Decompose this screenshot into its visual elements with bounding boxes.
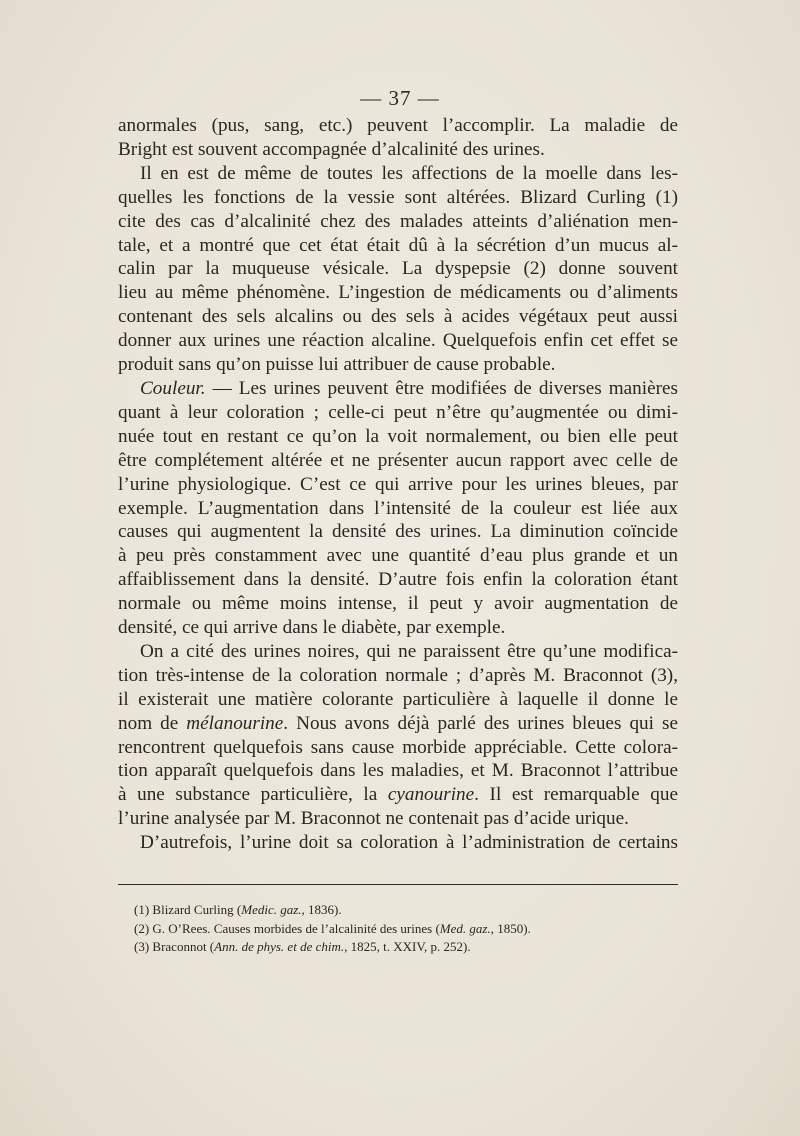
text-line: donner aux urines une réaction alcaline. Quelquefois enfin cet effet se [118,330,678,352]
text-fragment: , 1825, t. XXIV, p. 252). [344,939,471,955]
text-line: nuée tout en restant ce qu’on la voit normalement, ou bien elle peut [118,425,678,447]
text-fragment: (3) Braconnot ( [134,939,215,955]
page-number: — 37 — [360,86,440,110]
section-lead: Couleur. [140,377,206,399]
text-fragment: . Nous avons déjà parlé des urines bleues qui se [283,712,678,734]
text-line: On a cité des urines noires, qui ne paraissent être qu’une modifica- [140,640,678,662]
italic-term: cyanourine [387,784,475,806]
text-line: l’urine physiologique. C’est ce qui arrive pour les urines bleues, par [118,473,678,495]
text-line: anormales (pus, sang, etc.) peuvent l’accomplir. La maladie de [118,115,678,136]
footnote [134,920,674,939]
text-fragment: — Les urines peuvent être modifiées de diverses manières [205,377,678,399]
italic-term: Med. gaz. [439,920,491,936]
text-fragment: , 1836). [301,902,342,917]
italic-term: mélanourine [186,712,284,734]
text-fragment: (1) Blizard Curling ( [134,902,242,917]
footnote [134,938,674,957]
text-line: Bright est souvent accompagnée d’alcalinité des urines. [118,138,545,160]
text-fragment: , 1850). [490,920,531,936]
text-line: rencontrent quelquefois sans cause morbide appréciable. Cette colora- [118,736,678,758]
text-line [118,377,678,401]
text-fragment: à une substance particulière, la [118,784,388,806]
text-line: Il en est de même de toutes les affections de la moelle dans les- [140,162,678,184]
text-line: tion très-intense de la coloration normale ; d’après M. Braconnot (3), [118,664,678,686]
text-line: l’urine analysée par M. Braconnot ne contenait pas d’acide urique. [118,808,629,830]
text-line: quelles les fonctions de la vessie sont altérées. Blizard Curling (1) [118,186,678,208]
text-line [118,783,678,807]
text-line: à peu près constamment avec une quantité d’eau plus grande et un [118,545,678,567]
text-fragment: . Il est remarquable que [474,784,678,806]
text-line: tion apparaît quelquefois dans les maladies, et M. Braconnot l’attribue [118,760,678,782]
text-fragment: nom de [118,712,187,734]
italic-term: Ann. de phys. et de chim. [214,939,345,955]
text-line: normale ou même moins intense, il peut y avoir augmentation de [118,593,678,615]
text-line: tale, et a montré que cet état était dû à la sécrétion d’un mucus al- [118,234,678,256]
footnote [134,901,674,920]
footnote-rule [118,884,678,885]
footnotes [134,901,674,957]
text-line: calin par la muqueuse vésicale. La dyspepsie (2) donne souvent [118,258,678,280]
text-line: densité, ce qui arrive dans le diabète, par exemple. [118,617,506,639]
italic-term: Medic. gaz. [241,902,302,917]
text-line: D’autrefois, l’urine doit sa coloration à l’administration de certains [140,832,678,854]
text-line: exemple. L’augmentation dans l’intensité de la couleur est liée aux [118,497,678,519]
text-line [118,712,678,736]
body-text [118,114,678,855]
text-line: il existerait une matière colorante particulière à laquelle il donne le [118,688,678,710]
text-line: affaiblissement dans la densité. D’autre fois enfin la coloration étant [118,569,678,591]
text-fragment: (2) G. O’Rees. Causes morbides de l’alcalinité des urines ( [134,920,440,936]
text-line: être complétement altérée et ne présenter aucun rapport avec celle de [118,449,678,471]
text-line: quant à leur coloration ; celle-ci peut n’être qu’augmentée ou dimi- [118,401,678,423]
text-line: cite des cas d’alcalinité chez des malades atteints d’aliénation men- [118,210,678,232]
text-line: produit sans qu’on puisse lui attribuer de cause probable. [118,354,556,376]
text-line: causes qui augmentent la densité des urines. La diminution coïncide [118,521,678,543]
text-line: contenant des sels alcalins ou des sels à acides végétaux peut aussi [118,306,678,328]
text-line: lieu au même phénomène. L’ingestion de médicaments ou d’aliments [118,282,678,304]
